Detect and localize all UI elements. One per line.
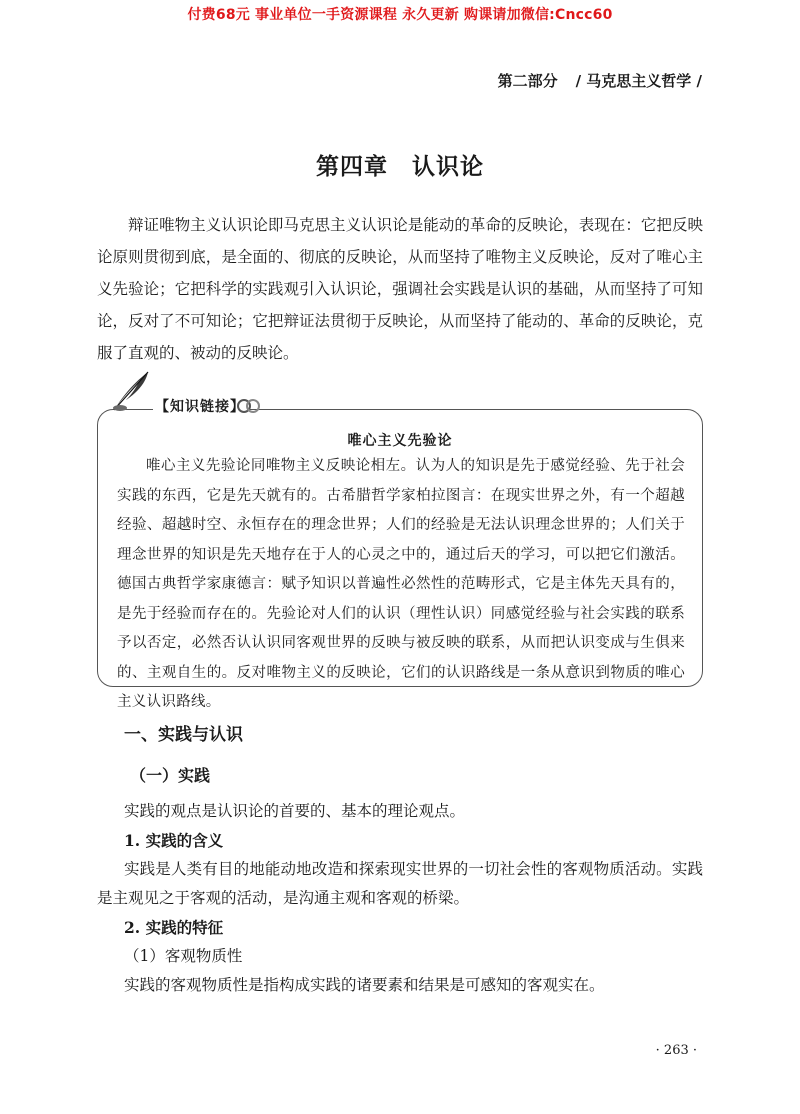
- running-head-part: 第二部分: [497, 72, 558, 90]
- features-heading: 2. 实践的特征: [124, 918, 224, 937]
- running-head-title: / 马克思主义哲学 /: [575, 72, 702, 90]
- section-heading: 一、实践与认识: [124, 725, 243, 745]
- page-number: · 263 ·: [655, 1043, 697, 1058]
- intro-paragraph: 辩证唯物主义认识论即马克思主义认识论是能动的革命的反映论，表现在：它把反映论原则贯彻到底，是全面的、彻底的反映论，从而坚持了唯物主义反映论，反对了唯心主义先验论；它把科学的实践观引入认识论，强调社会实践是认识的基础，从而坚持了可知论，反对了不可知论；它把辩证法贯彻于反映论，从而坚持了能动的、革命的反映论，克服了直观的、被动的反映论。: [97, 216, 703, 362]
- feature-1-paragraph: 实践的客观物质性是指构成实践的诸要素和结果是可感知的客观实在。: [124, 976, 605, 994]
- chain-rings-icon: [236, 397, 262, 415]
- running-head: [498, 70, 702, 91]
- feature-1-heading: （1）客观物质性: [124, 947, 243, 965]
- meaning-heading: 1. 实践的含义: [124, 831, 224, 850]
- practice-intro-paragraph: 实践的观点是认识论的首要的、基本的理论观点。: [124, 802, 466, 820]
- watermark-banner: 付费68元 事业单位一手资源课程 永久更新 购课请加微信:Cncc60: [187, 7, 613, 23]
- knowledge-link-label: 【知识链接】: [153, 396, 247, 416]
- subsection-heading: （一）实践: [130, 766, 211, 785]
- meaning-paragraph: 实践是人类有目的地能动地改造和探索现实世界的一切社会性的客观物质活动。实践是主观见之于客观的活动，是沟通主观和客观的桥梁。: [97, 860, 703, 907]
- knowledge-box-title: 唯心主义先验论: [347, 433, 453, 449]
- chapter-title: 第四章 认识论: [316, 153, 484, 180]
- knowledge-box-text: 唯心主义先验论同唯物主义反映论相左。认为人的知识是先于感觉经验、先于社会实践的东西，它是先天就有的。古希腊哲学家柏拉图言：在现实世界之外，有一个超越经验、超越时空、永恒存在的理念世界；人们的经验是无法认识理念世界的；人们关于理念世界的知识是先天地存在于人的心灵之中的，通过后天的学习，可以把它们激活。德国古典哲学家康德言：赋予知识以普遍性必然性的范畴形式，它是主体先天具有的，是先于经验而存在的。先验论对人们的认识（理性认识）同感觉经验与社会实践的联系予以否定，必然否认认识同客观世界的反映与被反映的联系，从而把认识变成与生俱来的、主观自生的。反对唯物主义的反映论，它们的认识路线是一条从意识到物质的唯心主义认识路线。: [117, 458, 685, 710]
- quill-icon: [108, 368, 154, 414]
